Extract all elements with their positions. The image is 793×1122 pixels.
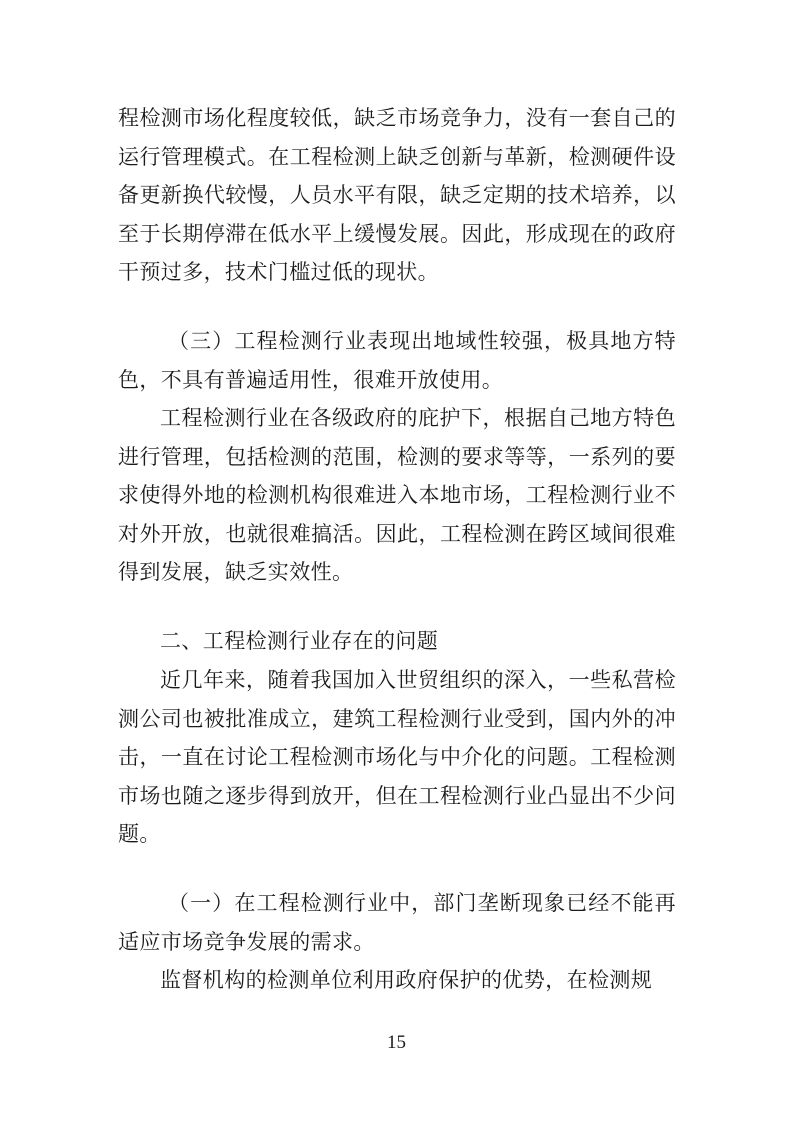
body-paragraph: 监督机构的检测单位利用政府保护的优势，在检测规 bbox=[160, 968, 653, 992]
body-paragraph-continued: 程检测市场化程度较低，缺乏市场竞争力，没有一套自己的运行管理模式。在工程检测上缺乏创新与革新，检测硬件设备更新换代较慢，人员水平有限，缺乏定期的技术培养，以至于长期停滞在低水平上缓慢发展。因此，形成现在的政府干预过多，技术门槛过低的现状。 bbox=[118, 106, 676, 284]
page-number: 15 bbox=[387, 1032, 406, 1053]
body-paragraph: 近几年来，随着我国加入世贸组织的深入，一些私营检测公司也被批准成立，建筑工程检测行业受到，国内外的冲击，一直在讨论工程检测市场化与中介化的问题。工程检测市场也随之逐步得到放开，但在工程检测行业凸显出不少问题。 bbox=[118, 668, 676, 846]
section-heading-2: 二、工程检测行业存在的问题 bbox=[160, 629, 439, 653]
subheading-1: （一）在工程检测行业中，部门垄断现象已经不能再适应市场竞争发展的需求。 bbox=[118, 891, 676, 954]
body-paragraph: 工程检测行业在各级政府的庇护下，根据自己地方特色进行管理，包括检测的范围，检测的要求等等，一系列的要求使得外地的检测机构很难进入本地市场，工程检测行业不对外开放，也就很难搞活。因此，工程检测在跨区域间很难得到发展，缺乏实效性。 bbox=[118, 406, 676, 584]
subheading-3: （三）工程检测行业表现出地域性较强，极具地方特色，不具有普遍适用性，很难开放使用。 bbox=[118, 329, 676, 392]
